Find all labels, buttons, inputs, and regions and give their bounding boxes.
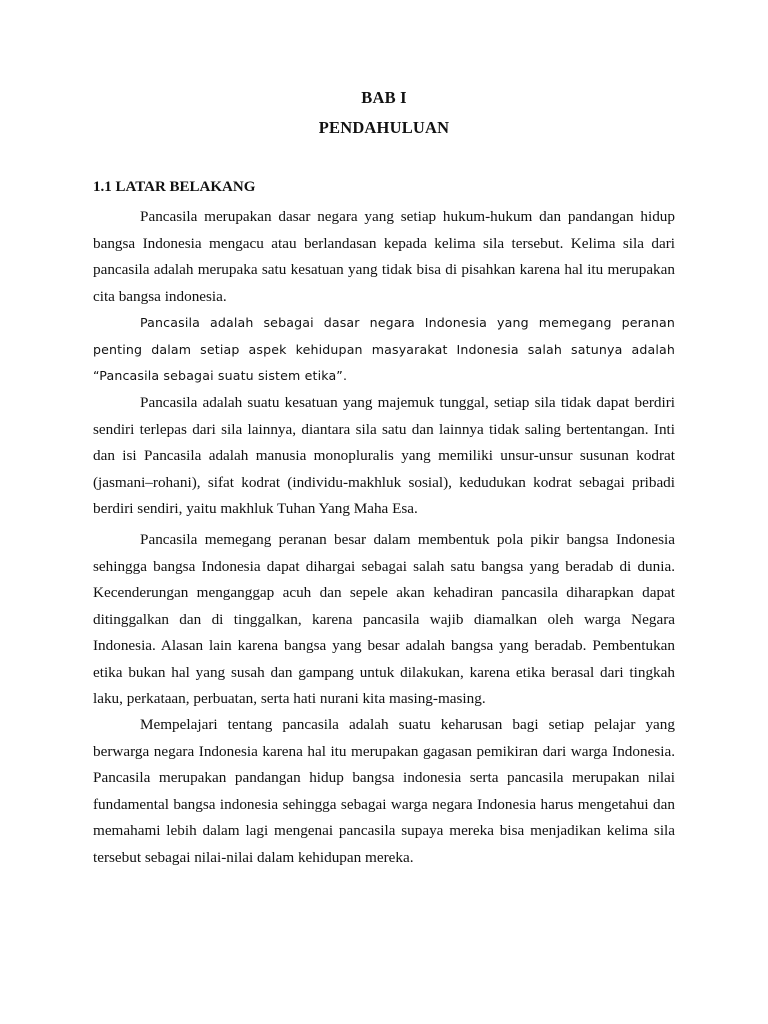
chapter-number: BAB I (361, 88, 407, 107)
paragraph-2: Pancasila adalah sebagai dasar negara Indonesia yang memegang peranan penting dalam setiap aspek kehidupan masyarakat Indonesia salah satunya adalah “Pancasila sebagai suatu sistem etika”. (93, 315, 675, 383)
chapter-title: PENDAHULUAN (318, 118, 450, 137)
paragraph-1: Pancasila merupakan dasar negara yang setiap hukum-hukum dan pandangan hidup bangsa Indonesia mengacu atau berlandasan kepada kelima sila tersebut. Kelima sila dari pancasila adalah merupaka satu kesatuan yang tidak bisa di pisahkan karena hal itu merupakan cita bangsa indonesia. (93, 208, 675, 305)
paragraph-5: Mempelajari tentang pancasila adalah suatu keharusan bagi setiap pelajar yang berwarga negara Indonesia karena hal itu merupakan gagasan pemikiran dari warga Indonesia. Pancasila merupakan pandangan hidup bangsa indonesia serta pancasila merupakan nilai fundamental bangsa indonesia sehingga sebagai warga negara Indonesia harus mengetahui dan memahami lebih dalam lagi mengenai pancasila supaya mereka bisa menjadikan kelima sila tersebut sebagai nilai-nilai dalam kehidupan mereka. (93, 716, 675, 866)
paragraph-3: Pancasila adalah suatu kesatuan yang majemuk tunggal, setiap sila tidak dapat berdiri sendiri terlepas dari sila lainnya, diantara sila satu dan lainnya tidak saling bertentangan. Inti dan isi Pancasila adalah manusia monopluralis yang memiliki unsur-unsur susunan kodrat (jasmani–rohani), sifat kodrat (individu-makhluk sosial), kedudukan kodrat sebagai pribadi berdiri sendiri, yaitu makhluk Tuhan Yang Maha Esa. (93, 394, 675, 517)
paragraph-4: Pancasila memegang peranan besar dalam membentuk pola pikir bangsa Indonesia sehingga bangsa Indonesia dapat dihargai sebagai salah satu bangsa yang beradab di dunia. Kecenderungan menganggap acuh dan sepele akan kehadiran pancasila diharapkan dapat ditinggalkan dan di tinggalkan, karena pancasila wajib diamalkan oleh warga Negara Indonesia. Alasan lain karena bangsa yang besar adalah bangsa yang beradab. Pembentukan etika bukan hal yang susah dan gampang untuk dilakukan, karena etika berasal dari tingkah laku, perkataan, perbuatan, serta hati nurani kita masing-masing. (93, 531, 675, 707)
section-title: 1.1 LATAR BELAKANG (93, 179, 256, 195)
